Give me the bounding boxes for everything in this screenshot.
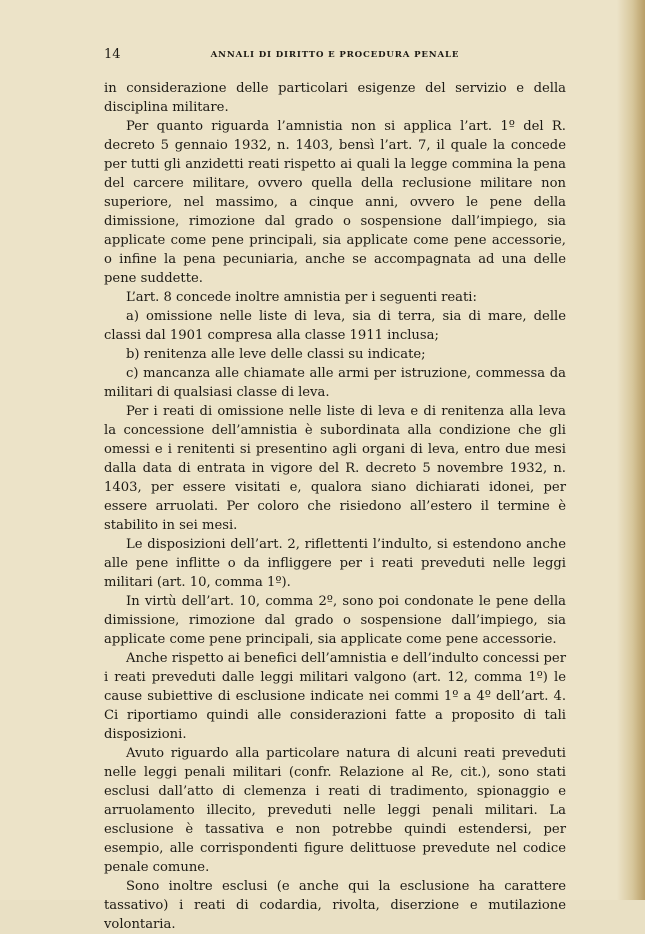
- list-item-b: b) renitenza alle leve delle classi su indicate;: [126, 347, 426, 362]
- paragraph-conditions: Per i reati di omissione nelle liste di leva e di renitenza alla leva la concessione dell’amnistia è subordinata alla condizione che gli omessi e i renitenti si presentino agli organi di leva, entro due mesi dalla data di entrata in vigore del R. decreto 5 novembre 1932, n. 1403, per essere visitati e, qualora siano dichiarati idonei, per essere arruolati. Per coloro che risiedono all’estero il termine è stabilito in sei mesi.: [104, 404, 566, 533]
- paragraph-exclusion-causes: Anche rispetto ai benefici dell’amnistia e dell’indulto concessi per i reati preveduti dalle leggi militari valgono (art. 12, comma 1º) le cause subiettive di esclusione indicate nei commi 1º a 4º dell’art. 4. Ci riportiamo quindi alle considerazioni fatte a proposito di tali disposizioni.: [104, 651, 566, 742]
- page-number: 14: [104, 47, 121, 62]
- list-item-a: a) omissione nelle liste di leva, sia di terra, sia di mare, delle classi dal 1901 compresa alla classe 1911 inclusa;: [104, 309, 566, 343]
- list-item-c: c) mancanza alle chiamate alle armi per istruzione, commessa da militari di qualsiasi classe di leva.: [104, 366, 566, 400]
- paragraph-amnesty-art-7: Per quanto riguarda l’amnistia non si applica l’art. 1º del R. decreto 5 gennaio 1932, n. 1403, bensì l’art. 7, il quale la concede per tutti gli anzidetti reati rispetto ai quali la legge commina la pena del carcere militare, ovvero quella della reclusione militare non superiore, nel massimo, a cinque anni, ovvero le pene della dimissione, rimozione dal grado o sospensione dall’impiego, sia applicate come pene principali, sia applicate come pene accessorie, o infine la pena pecuniaria, anche se accompagnata ad una delle pene suddette.: [104, 119, 566, 286]
- body-text: [104, 79, 566, 934]
- paragraph-art-10-comma-2: In virtù dell’art. 10, comma 2º, sono poi condonate le pene della dimissione, rimozione dal grado o sospensione dall’impiego, sia applicate come pene principali, sia applicate come pene accessorie.: [104, 594, 566, 647]
- paragraph-additional-exclusions: Sono inoltre esclusi (e anche qui la esclusione ha carattere tassativo) i reati di codardia, rivolta, diserzione e mutilazione volontaria.: [104, 879, 566, 932]
- page-header: [104, 46, 566, 64]
- running-head: ANNALI DI DIRITTO E PROCEDURA PENALE: [210, 50, 460, 60]
- paragraph-art-8-intro: L’art. 8 concede inoltre amnistia per i seguenti reati:: [126, 290, 477, 305]
- paragraph-continuation: in considerazione delle particolari esigenze del servizio e della disciplina militare.: [104, 81, 566, 115]
- paragraph-indult-art-2: Le disposizioni dell’art. 2, riflettenti l’indulto, si estendono anche alle pene inflitte o da infliggere per i reati preveduti nelle leggi militari (art. 10, comma 1º).: [104, 537, 566, 590]
- paragraph-excluded-crimes: Avuto riguardo alla particolare natura di alcuni reati preveduti nelle leggi penali militari (confr. Relazione al Re, cit.), sono stati esclusi dall’atto di clemenza i reati di tradimento, spionaggio e arruolamento illecito, preveduti nelle leggi penali militari. La esclusione è tassativa e non potrebbe quindi estendersi, per esempio, alle corrispondenti figure delittuose prevedute nel codice penale comune.: [104, 746, 566, 875]
